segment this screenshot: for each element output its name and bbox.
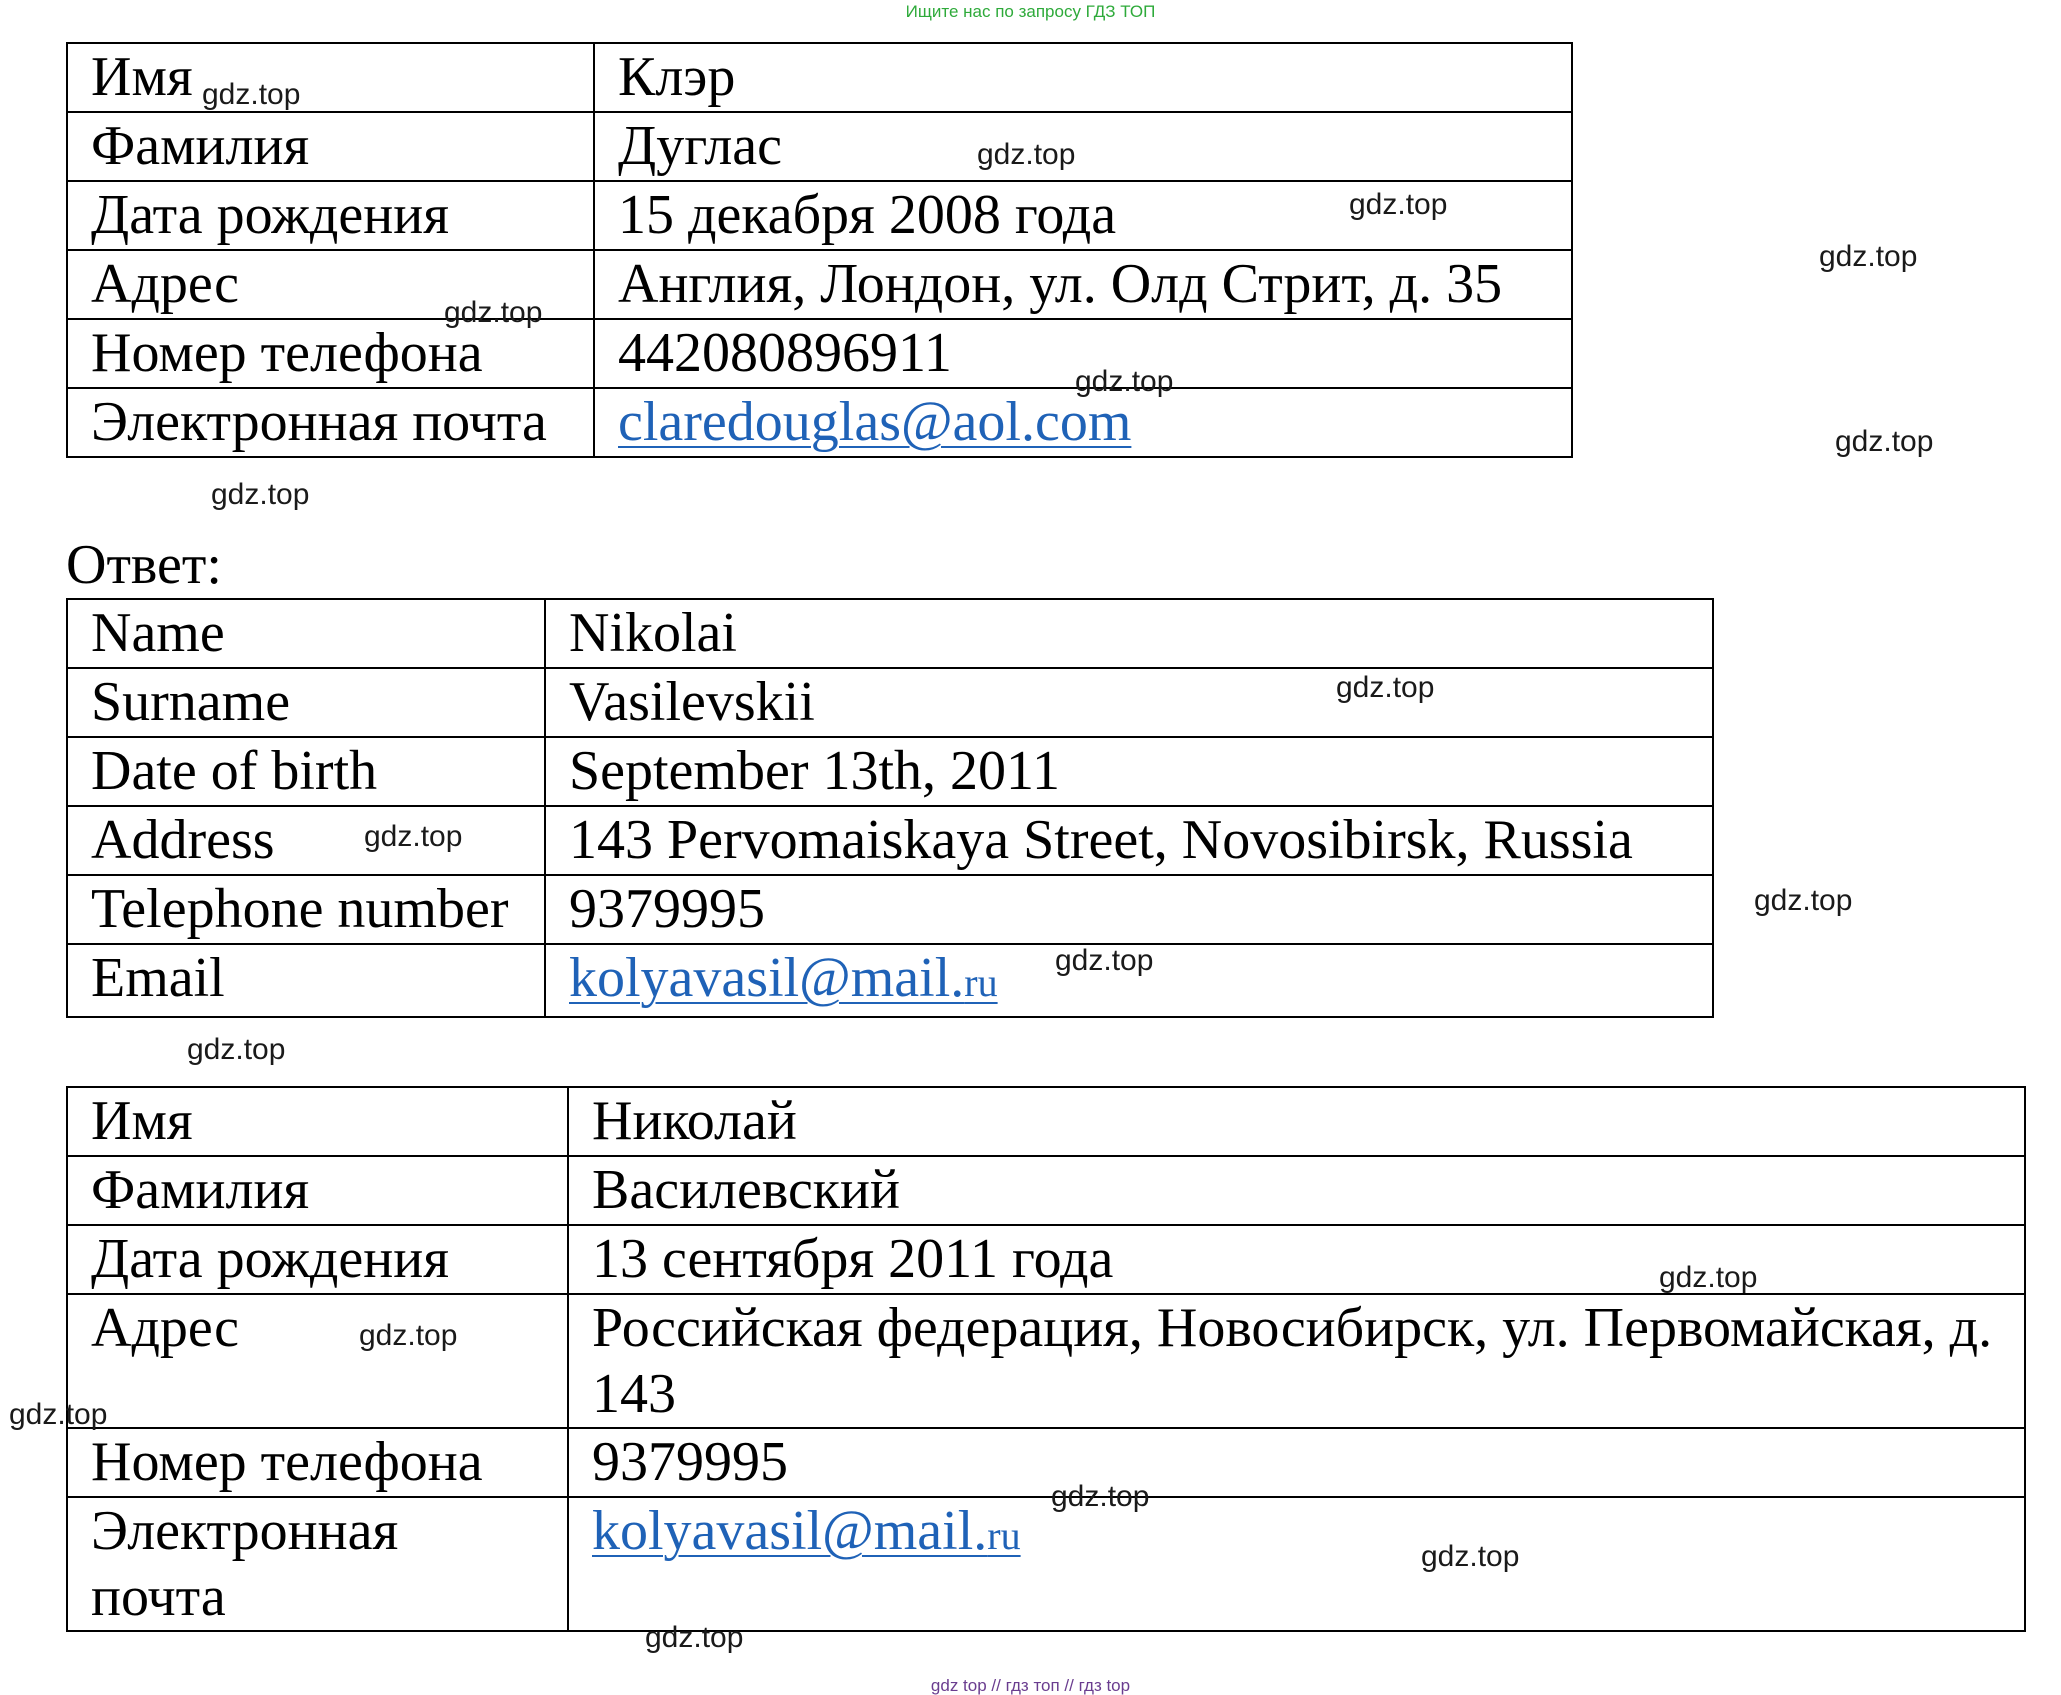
label-email: Электронная почта xyxy=(67,1497,568,1631)
table-row xyxy=(67,1087,2025,1156)
table-row xyxy=(67,806,1713,875)
watermark: gdz.top xyxy=(211,478,310,511)
label-birth-date: Дата рождения xyxy=(67,181,594,250)
value-first-name: Клэр xyxy=(594,43,1572,112)
watermark: gdz.top xyxy=(202,78,301,111)
table-row xyxy=(67,250,1572,319)
value-surname: Vasilevskii xyxy=(545,668,1713,737)
watermark: gdz.top xyxy=(1349,188,1448,221)
value-surname: Дуглас xyxy=(594,112,1572,181)
value-address: 143 Pervomaiskaya Street, Novosibirsk, Russia xyxy=(545,806,1713,875)
watermark: gdz.top xyxy=(977,138,1076,171)
table-row xyxy=(67,599,1713,668)
watermark: gdz.top xyxy=(1754,884,1853,917)
email-main: kolyavasil@mail. xyxy=(592,1500,988,1562)
value-phone: 9379995 xyxy=(545,875,1713,944)
table-row xyxy=(67,388,1572,457)
table-nikolai-en xyxy=(66,598,1714,1018)
label-phone: Номер телефона xyxy=(67,319,594,388)
label-surname: Surname xyxy=(67,668,545,737)
watermark: gdz.top xyxy=(364,820,463,853)
watermark: gdz.top xyxy=(1075,365,1174,398)
watermark: gdz.top xyxy=(1055,944,1154,977)
table-row xyxy=(67,181,1572,250)
value-birth-date: 15 декабря 2008 года xyxy=(594,181,1572,250)
value-email-cell xyxy=(568,1497,2025,1631)
watermark: gdz.top xyxy=(444,296,543,329)
table-row xyxy=(67,944,1713,1017)
watermark: gdz.top xyxy=(187,1033,286,1066)
table-row xyxy=(67,875,1713,944)
email-link[interactable] xyxy=(592,1500,1021,1562)
value-first-name: Николай xyxy=(568,1087,2025,1156)
label-first-name: Имя xyxy=(67,1087,568,1156)
value-phone: 9379995 xyxy=(568,1428,2025,1497)
email-link[interactable] xyxy=(569,947,998,1009)
table-row xyxy=(67,1497,2025,1631)
table-row xyxy=(67,319,1572,388)
label-birth-date: Дата рождения xyxy=(67,1225,568,1294)
watermark: gdz.top xyxy=(645,1621,744,1654)
label-birth-date: Date of birth xyxy=(67,737,545,806)
table-row xyxy=(67,1156,2025,1225)
label-email: Email xyxy=(67,944,545,1017)
email-main: kolyavasil@mail. xyxy=(569,947,965,1009)
top-note: Ищите нас по запросу ГДЗ ТОП xyxy=(905,2,1156,21)
table-row xyxy=(67,112,1572,181)
watermark: gdz.top xyxy=(1336,671,1435,704)
label-address: Адрес xyxy=(67,250,594,319)
value-phone: 442080896911 xyxy=(594,319,1572,388)
value-email-cell xyxy=(594,388,1572,457)
label-surname: Фамилия xyxy=(67,1156,568,1225)
value-surname: Василевский xyxy=(568,1156,2025,1225)
label-address: Адрес xyxy=(67,1294,568,1428)
footer-note: gdz top // гдз топ // гдз top xyxy=(930,1676,1131,1695)
watermark: gdz.top xyxy=(9,1398,108,1431)
watermark: gdz.top xyxy=(1659,1261,1758,1294)
table-row xyxy=(67,668,1713,737)
label-phone: Номер телефона xyxy=(67,1428,568,1497)
email-domain-suffix: ru xyxy=(987,1513,1021,1558)
label-phone: Telephone number xyxy=(67,875,545,944)
answer-label: Ответ: xyxy=(66,534,222,596)
label-surname: Фамилия xyxy=(67,112,594,181)
watermark: gdz.top xyxy=(1835,425,1934,458)
label-email: Электронная почта xyxy=(67,388,594,457)
value-name: Nikolai xyxy=(545,599,1713,668)
watermark: gdz.top xyxy=(1819,240,1918,273)
table-nikolai-ru xyxy=(66,1086,2026,1632)
value-birth-date: 13 сентября 2011 года xyxy=(568,1225,2025,1294)
table-row xyxy=(67,1428,2025,1497)
watermark: gdz.top xyxy=(1051,1480,1150,1513)
watermark: gdz.top xyxy=(359,1319,458,1352)
value-address: Англия, Лондон, ул. Олд Стрит, д. 35 xyxy=(594,250,1572,319)
watermark: gdz.top xyxy=(1421,1540,1520,1573)
value-birth-date: September 13th, 2011 xyxy=(545,737,1713,806)
table-row xyxy=(67,1294,2025,1428)
label-first-name: Имя xyxy=(67,43,594,112)
label-name: Name xyxy=(67,599,545,668)
value-address: Российская федерация, Новосибирск, ул. Первомайская, д. 143 xyxy=(568,1294,2025,1428)
email-link[interactable]: claredouglas@aol.com xyxy=(618,391,1132,453)
table-row xyxy=(67,737,1713,806)
label-address: Address xyxy=(67,806,545,875)
email-domain-suffix: ru xyxy=(964,960,998,1005)
